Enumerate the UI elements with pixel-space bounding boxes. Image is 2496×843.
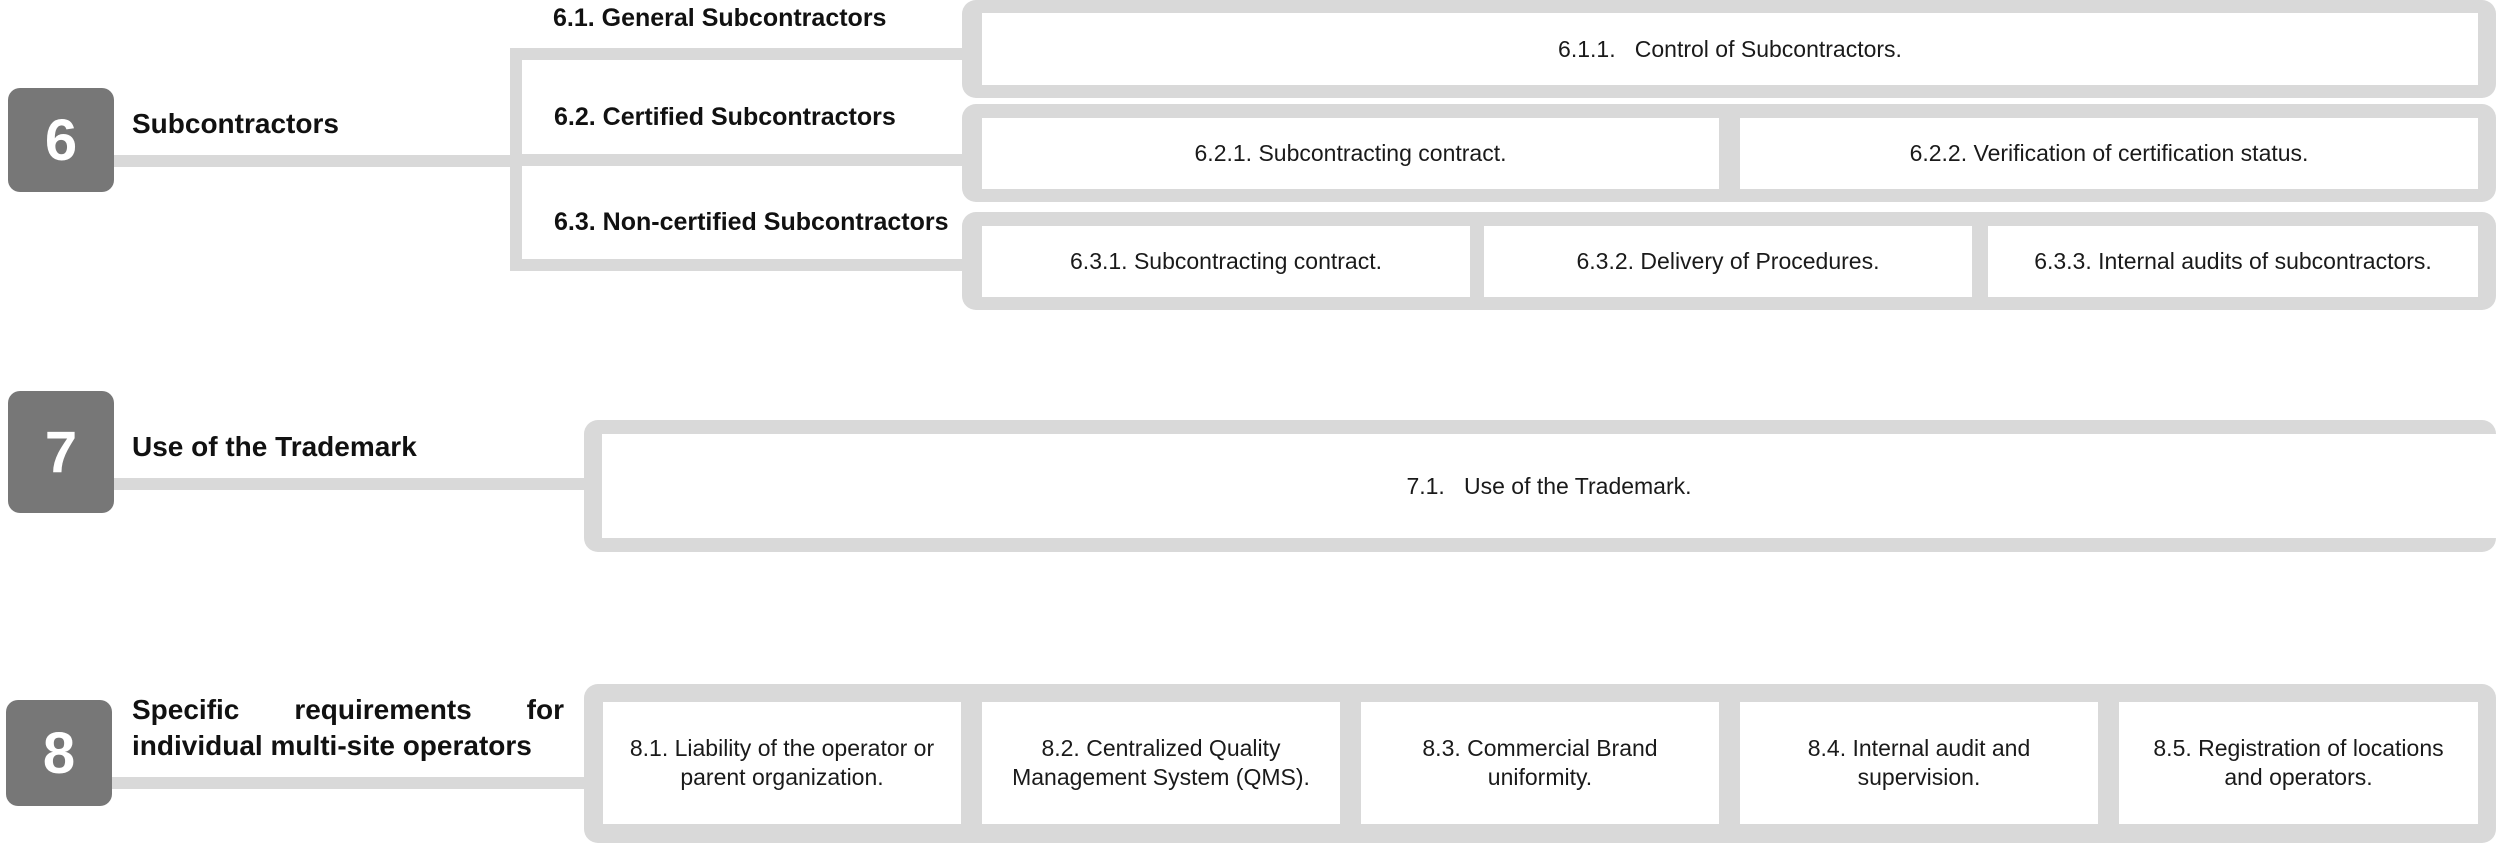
item-8-5-text: 8.5. Registration of locations and operators. [2153, 735, 2444, 790]
item-6-3-1 [982, 226, 1470, 297]
item-7-1 [602, 434, 2496, 538]
item-6-3-2-text: 6.3.2. Delivery of Procedures. [1576, 248, 1880, 274]
section-8-title-line2: individual multi-site operators [132, 730, 532, 761]
sub-6-3-label: 6.3. Non-certified Subcontractors [554, 208, 949, 236]
item-8-4-text: 8.4. Internal audit and supervision. [1807, 735, 2031, 790]
section-7-number: 7 [44, 419, 78, 485]
sub-6-2-connector [510, 154, 970, 166]
sub-6-3-connector [510, 259, 970, 271]
section-8-title-line1: Specific requirements for [132, 694, 564, 725]
item-6-3-2 [1484, 226, 1972, 297]
sub-6-1-label: 6.1. General Subcontractors [553, 4, 887, 32]
section-8-number: 8 [42, 720, 76, 786]
item-6-2-2 [1740, 118, 2478, 189]
section-6-badge [8, 88, 114, 192]
section-7-title: Use of the Trademark [132, 431, 417, 462]
item-8-3-text: 8.3. Commercial Brand uniformity. [1422, 735, 1658, 790]
item-6-1-1 [982, 13, 2478, 85]
item-8-1-text: 8.1. Liability of the operator or parent organization. [629, 735, 935, 790]
section-8-connector [112, 777, 596, 789]
item-8-1 [603, 702, 961, 824]
sub-6-1-connector [510, 48, 970, 60]
section-7-connector [114, 478, 594, 490]
item-8-3 [1361, 702, 1719, 824]
section-6-title: Subcontractors [132, 108, 339, 139]
item-8-5 [2119, 702, 2478, 824]
item-8-4 [1740, 702, 2098, 824]
item-8-2-text: 8.2. Centralized Quality Management System (QMS). [1012, 735, 1310, 790]
item-6-2-1-text: 6.2.1. Subcontracting contract. [1194, 140, 1507, 166]
section-6-connector [114, 155, 514, 167]
item-6-2-1 [982, 118, 1719, 189]
item-6-3-3 [1988, 226, 2478, 297]
item-8-2 [982, 702, 1340, 824]
item-7-1-text: 7.1. Use of the Trademark. [1406, 472, 1692, 499]
section-8-badge [6, 700, 112, 806]
item-6-3-1-text: 6.3.1. Subcontracting contract. [1070, 248, 1382, 274]
section-7-badge [8, 391, 114, 513]
sub-6-2-label: 6.2. Certified Subcontractors [554, 103, 896, 131]
item-6-3-3-text: 6.3.3. Internal audits of subcontractors. [2034, 248, 2432, 274]
item-6-1-1-text: 6.1.1. Control of Subcontractors. [1558, 35, 1902, 62]
item-6-2-2-text: 6.2.2. Verification of certification status. [1909, 140, 2309, 166]
section-6-number: 6 [44, 107, 78, 173]
